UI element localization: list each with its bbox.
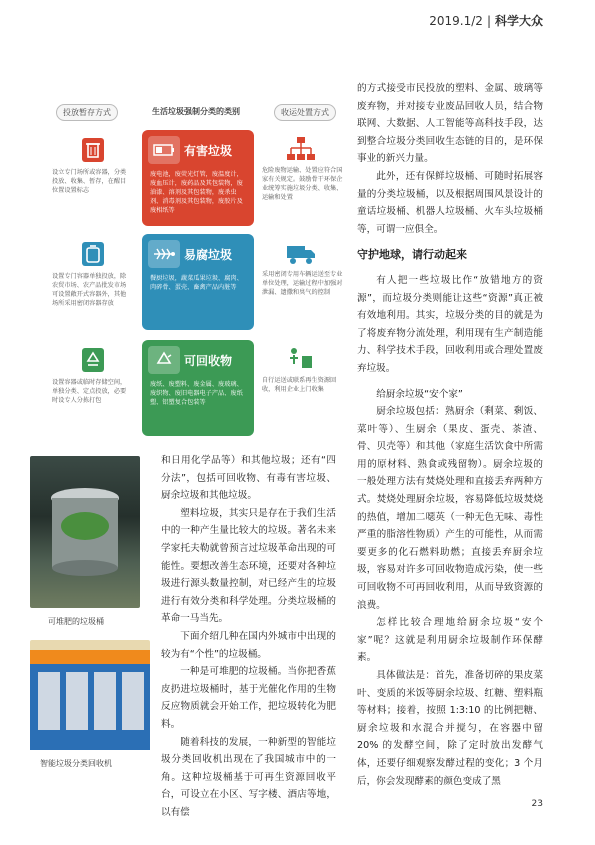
paragraph: 随着科技的发展，一种新型的智能垃圾分类回收机出现在了我国城市中的一角。这种垃圾桶基于可再生资源回收平台，可设立在小区、写字楼、酒店等地，以有偿	[161, 736, 336, 818]
right-heading: 收运处置方式	[274, 104, 336, 121]
subheading: 给厨余垃圾“安个家”	[376, 388, 463, 400]
hazardous-right-text: 危险废物运输、处置应符合国家有关规定。鼓励骨干环保企业统筹实施垃圾分类、收集、运输和处置	[262, 167, 343, 201]
recyclable-right-text: 自行运送或联系再生资源回收，利用企业上门收集	[262, 377, 337, 393]
recyclable-row	[48, 338, 348, 438]
left-text-column	[161, 452, 336, 821]
collector-icon	[286, 346, 316, 372]
right-text-column	[357, 80, 543, 790]
smart-recycler-photo	[30, 640, 150, 750]
figure-headings	[48, 104, 348, 124]
perishable-right-text: 采用密闭专用车辆运送至专业单位处理，运输过程中加强对泄漏、遗撒和臭气的控制	[262, 271, 343, 296]
recyclable-title: 可回收物	[184, 354, 233, 368]
perishable-left-text: 设置专门容器单独投放，除农贸市场、农产品批发市场可设置敞开式容器外，其他场所采用密闭容器存放	[52, 273, 127, 307]
photo2-caption: 智能垃圾分类回收机	[40, 759, 112, 768]
paragraph: 和日用化学品等）和其他垃圾；还有“四分法”，包括可回收物、有毒有害垃圾、厨余垃圾和其他垃圾。	[161, 455, 336, 502]
perishable-title: 易腐垃圾	[184, 248, 233, 262]
recyclable-card	[142, 340, 254, 436]
paragraph: 具体做法是：首先，准备切碎的果皮菜叶、变质的米饭等厨余垃圾、红糖、塑料瓶等材料；接着，按照 1:3:10 的比例把糖、厨余垃圾和水混合并搅匀，在容器中留 20% 的发酵空间，除了定时放出发酵气体，还要仔细观察发酵过程的变化；3 个月后，你会发现酵素的颜色变成了黑	[357, 670, 543, 787]
paragraph: 一种是可堆肥的垃圾桶。当你把香蕉皮扔进垃圾桶时，基于光催化作用的生物反应物质就会开始工作，把垃圾转化为肥料。	[161, 666, 336, 730]
truck-icon	[286, 240, 316, 266]
fishbone-icon	[148, 240, 180, 268]
paragraph: 的方式接受市民投放的塑料、金属、玻璃等废弃物，并对接专业废品回收人员，结合物联网、大数据、人工智能等高科技手段，达到整合垃圾分类回收生态链的目的，是环保事业的新兴力量。	[357, 83, 543, 165]
recycle-bin-icon	[82, 348, 104, 372]
hazardous-card	[142, 130, 254, 226]
paragraph: 有人把一些垃圾比作“放错地方的资源”，而垃圾分类则能让这些“资源”真正被有效地利用。其实，垃圾分类的目的就是为了将废弃物分流处理，利用现有生产制造能力、科学技术手段，回收利用或合理处置废弃垃圾。	[357, 274, 543, 374]
issue-date: 2019.1/2	[429, 13, 483, 28]
paragraph: 此外，还有保鲜垃圾桶、可随时拓展容量的分类垃圾桶，以及根据周围风景设计的童话垃圾桶、机器人垃圾桶、火车头垃圾桶等，可谓一应俱全。	[357, 170, 543, 235]
compost-bin-photo	[30, 456, 140, 608]
page-header	[429, 12, 543, 29]
photo1-caption: 可堆肥的垃圾桶	[48, 617, 104, 626]
network-icon	[286, 136, 316, 162]
bin-icon	[82, 242, 104, 266]
magazine-name: 科学大众	[494, 14, 543, 28]
left-heading: 投放暂存方式	[56, 104, 118, 121]
hazardous-row	[48, 128, 348, 228]
center-heading: 生活垃圾强制分类的类别	[152, 107, 240, 116]
hazardous-title: 有害垃圾	[184, 144, 233, 158]
page-number: 23	[531, 799, 543, 809]
perishable-row	[48, 232, 348, 332]
hazardous-left-text: 设立专门场所或容器，分类投放、收集、暂存，在醒目位置设置标志	[52, 169, 127, 194]
header-divider: |	[486, 13, 491, 28]
paragraph: 厨余垃圾包括：熟厨余（剩菜、剩饭、菜叶等）、生厨余（果皮、蛋壳、茶渣、骨、贝壳等）和其他（家庭生活饮食中所需用的原材料、熟食或残留物）。厨余垃圾的一般处理方法有焚烧处理和直接丢弃两种方式。焚烧处理厨余垃圾，容易降低垃圾焚烧的热值，增加二噁英（一种无色无味、毒性严重的脂溶性物质）产生的可能性，从而需要更多的化石燃料助燃；直接丢弃厨余垃圾，容易对许多可回收物造成污染，使一些可回收物不可再回收利用，从而导致资源的浪费。	[357, 406, 543, 611]
paragraph: 塑料垃圾，其实只是存在于我们生活中的一种产生量比较大的垃圾。著名未来学家托夫勒就曾预言过垃圾革命出现的可能性。要想改善生态环境，还要对各种垃圾进行源头数量控制，对已经产生的垃圾进行有效分类和科学处理。分类垃圾桶的革命一马当先。	[161, 507, 336, 625]
battery-icon	[148, 136, 180, 164]
paragraph: 怎样比较合理地给厨余垃圾“安个家”呢？这就是利用厨余垃圾制作环保酵素。	[357, 617, 543, 664]
perishable-card	[142, 234, 254, 330]
waste-classification-figure	[48, 98, 348, 450]
paragraph: 下面介绍几种在国内外城市中出现的较为有“个性”的垃圾桶。	[161, 630, 336, 660]
recycle-icon	[148, 346, 180, 374]
trash-bin-icon	[82, 138, 104, 162]
recyclable-desc: 废纸、废塑料、废金属、废玻璃、废织物、废旧电器电子产品、废纸塑、铝塑复合包装等	[150, 381, 243, 406]
recyclable-left-text: 设置容器或临时存储空间，单独分类、定点投放，必要时设专人分拣打包	[52, 379, 127, 404]
section-title: 守护地球，请行动起来	[357, 248, 467, 262]
perishable-desc: 餐厨垃圾，蔬菜瓜果垃圾、腐肉、肉碎骨、蛋壳、畜禽产品内脏等	[150, 275, 243, 291]
hazardous-desc: 废电池，废荧光灯管，废温度计，废血压计，废药品及其包装物，废油漆、溶剂及其包装物，废杀虫剂、消毒剂及其包装物，废胶片及废相纸等	[150, 171, 243, 214]
